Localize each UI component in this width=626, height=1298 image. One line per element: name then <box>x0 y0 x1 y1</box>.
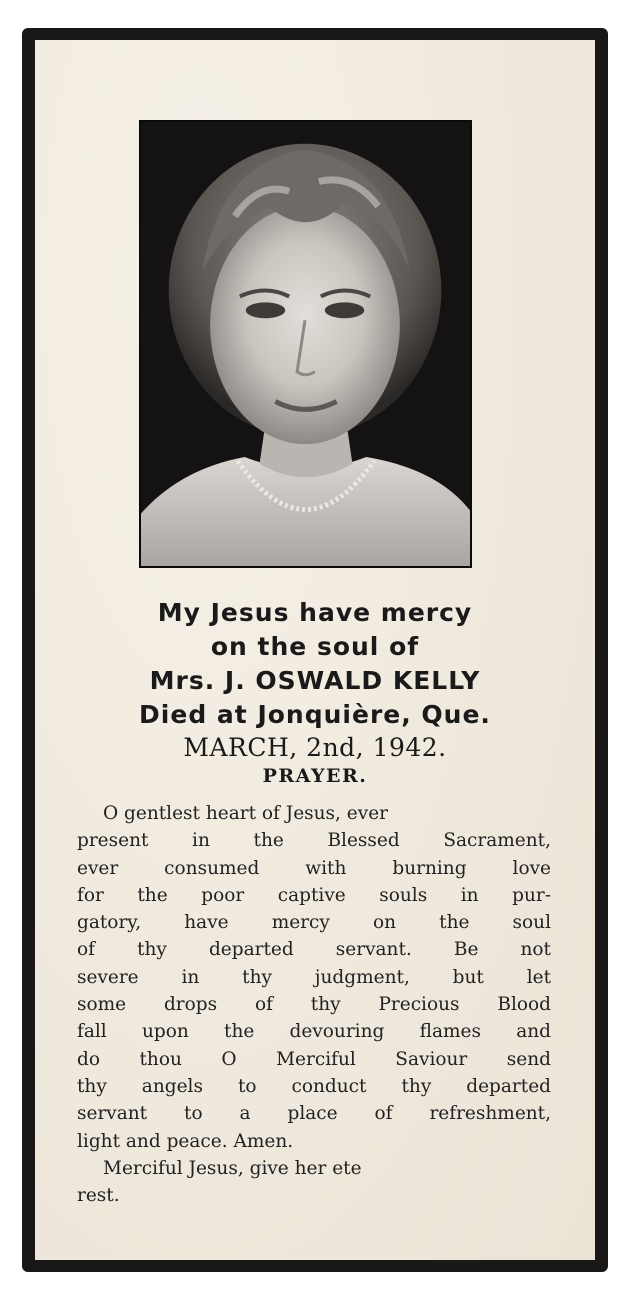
prayer-line: present in the Blessed Sacrament, <box>77 830 551 852</box>
prayer-text <box>77 800 551 1209</box>
prayer-line: ever consumed with burning love <box>77 857 551 879</box>
prayer-line: gatory, have mercy on the soul <box>77 912 551 934</box>
portrait-image <box>141 122 470 566</box>
prayer-line: light and peace. Amen. <box>77 1130 294 1152</box>
death-place: Died at Jonquière, Que. <box>139 700 491 729</box>
prayer-line: O gentlest heart of Jesus, ever <box>103 803 388 824</box>
prayer-line: for the poor captive souls in pur- <box>77 884 551 906</box>
prayer-line: some drops of thy Precious Blood <box>77 994 551 1016</box>
soul-line: on the soul of <box>210 632 420 661</box>
prayer-line: fall upon the devouring flames and <box>77 1021 551 1043</box>
card-paper <box>35 40 595 1260</box>
prayer-line: servant to a place of refreshment, <box>77 1103 551 1125</box>
prayer-title: PRAYER. <box>262 765 368 787</box>
memorial-card <box>22 28 608 1272</box>
prayer-line: thy angels to conduct thy departed <box>77 1075 551 1097</box>
prayer-line: of thy departed servant. Be not <box>77 939 551 961</box>
mercy-line: My Jesus have mercy <box>157 598 473 627</box>
death-date: MARCH, 2nd, 1942. <box>183 733 447 762</box>
deceased-name: Mrs. J. OSWALD KELLY <box>149 666 481 695</box>
prayer-line: do thou O Merciful Saviour send <box>77 1048 551 1070</box>
memorial-heading <box>35 596 595 788</box>
prayer-line: rest. <box>77 1185 120 1207</box>
prayer-line: severe in thy judgment, but let <box>77 966 551 988</box>
portrait-photo <box>139 120 472 568</box>
prayer-line: Merciful Jesus, give her ete <box>103 1157 362 1179</box>
